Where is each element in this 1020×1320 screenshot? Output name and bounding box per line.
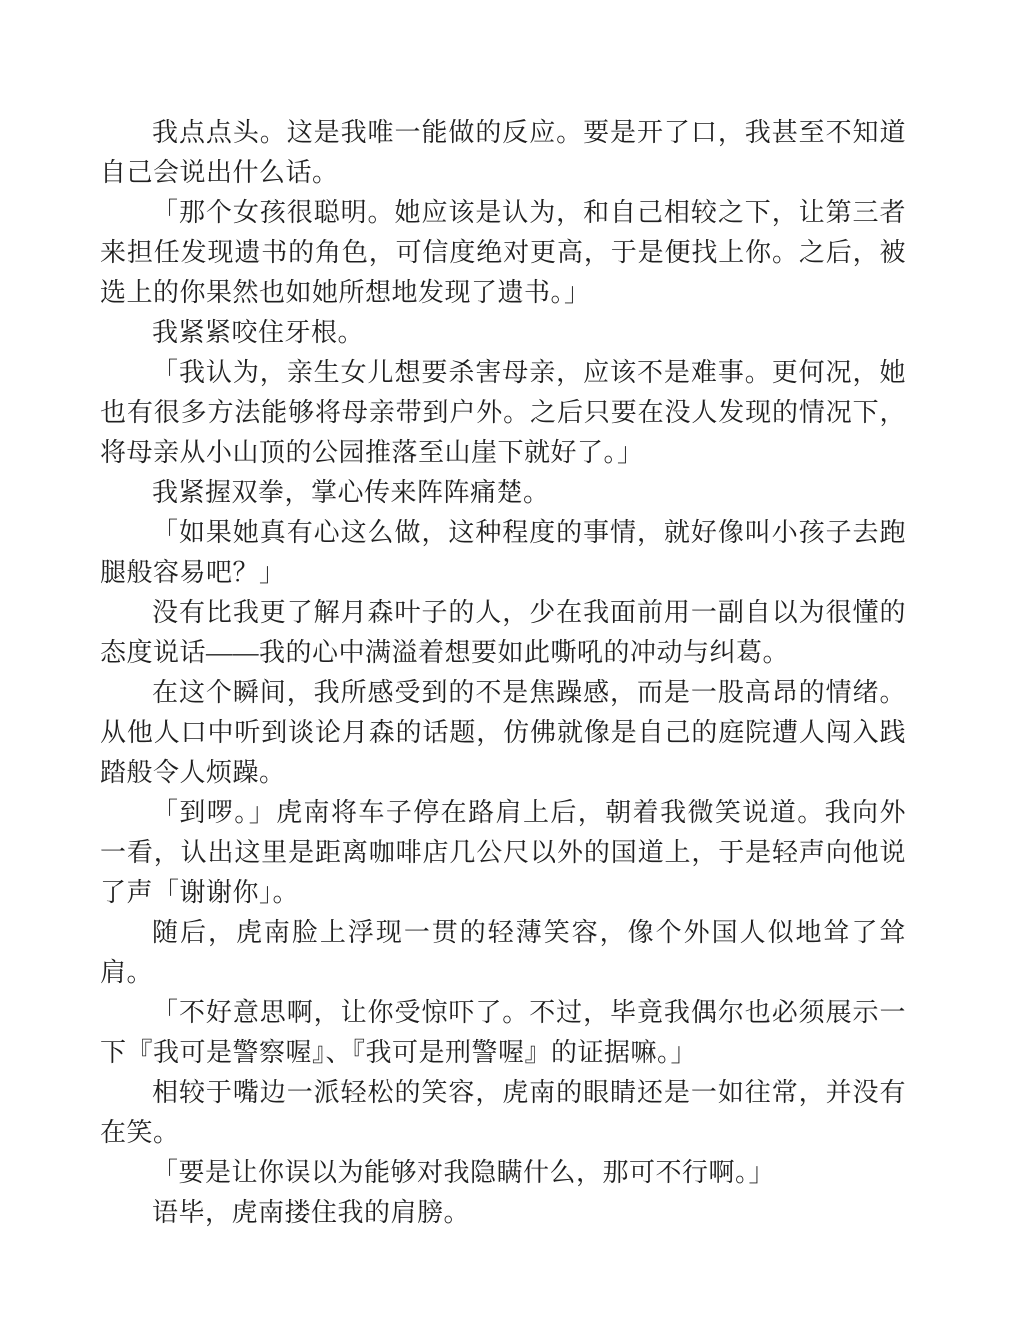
paragraph: 在这个瞬间，我所感受到的不是焦躁感，而是一股高昂的情绪。从他人口中听到谈论月森的话题，仿佛就像是自己的庭院遭人闯入践踏般令人烦躁。 bbox=[100, 678, 906, 787]
paragraph: 随后，虎南脸上浮现一贯的轻薄笑容，像个外国人似地耸了耸肩。 bbox=[100, 918, 906, 987]
paragraph: 「到啰。」虎南将车子停在路肩上后，朝着我微笑说道。我向外一看，认出这里是距离咖啡店几公尺以外的国道上，于是轻声向他说了声「谢谢你」。 bbox=[100, 798, 906, 907]
paragraph: 相较于嘴边一派轻松的笑容，虎南的眼睛还是一如往常，并没有在笑。 bbox=[100, 1078, 906, 1147]
paragraph: 语毕，虎南搂住我的肩膀。 bbox=[152, 1198, 471, 1227]
book-text-block bbox=[100, 113, 906, 1233]
paragraph: 我点点头。这是我唯一能做的反应。要是开了口，我甚至不知道自己会说出什么话。 bbox=[100, 118, 906, 187]
paragraph: 「要是让你误以为能够对我隐瞒什么，那可不行啊。」 bbox=[152, 1158, 776, 1187]
paragraph: 我紧握双拳，掌心传来阵阵痛楚。 bbox=[152, 478, 550, 507]
paragraph: 「我认为，亲生女儿想要杀害母亲，应该不是难事。更何况，她也有很多方法能够将母亲带到户外。之后只要在没人发现的情况下，将母亲从小山顶的公园推落至山崖下就好了。」 bbox=[100, 358, 906, 467]
paragraph: 没有比我更了解月森叶子的人，少在我面前用一副自以为很懂的态度说话——我的心中满溢着想要如此嘶吼的冲动与纠葛。 bbox=[100, 598, 906, 667]
paragraph: 「那个女孩很聪明。她应该是认为，和自己相较之下，让第三者来担任发现遗书的角色，可信度绝对更高，于是便找上你。之后，被选上的你果然也如她所想地发现了遗书。」 bbox=[100, 198, 906, 307]
paragraph: 「不好意思啊，让你受惊吓了。不过，毕竟我偶尔也必须展示一下『我可是警察喔』、『我可是刑警喔』的证据嘛。」 bbox=[100, 998, 906, 1067]
paragraph: 我紧紧咬住牙根。 bbox=[152, 318, 365, 347]
paragraph: 「如果她真有心这么做，这种程度的事情，就好像叫小孩子去跑腿般容易吧？」 bbox=[100, 518, 906, 587]
